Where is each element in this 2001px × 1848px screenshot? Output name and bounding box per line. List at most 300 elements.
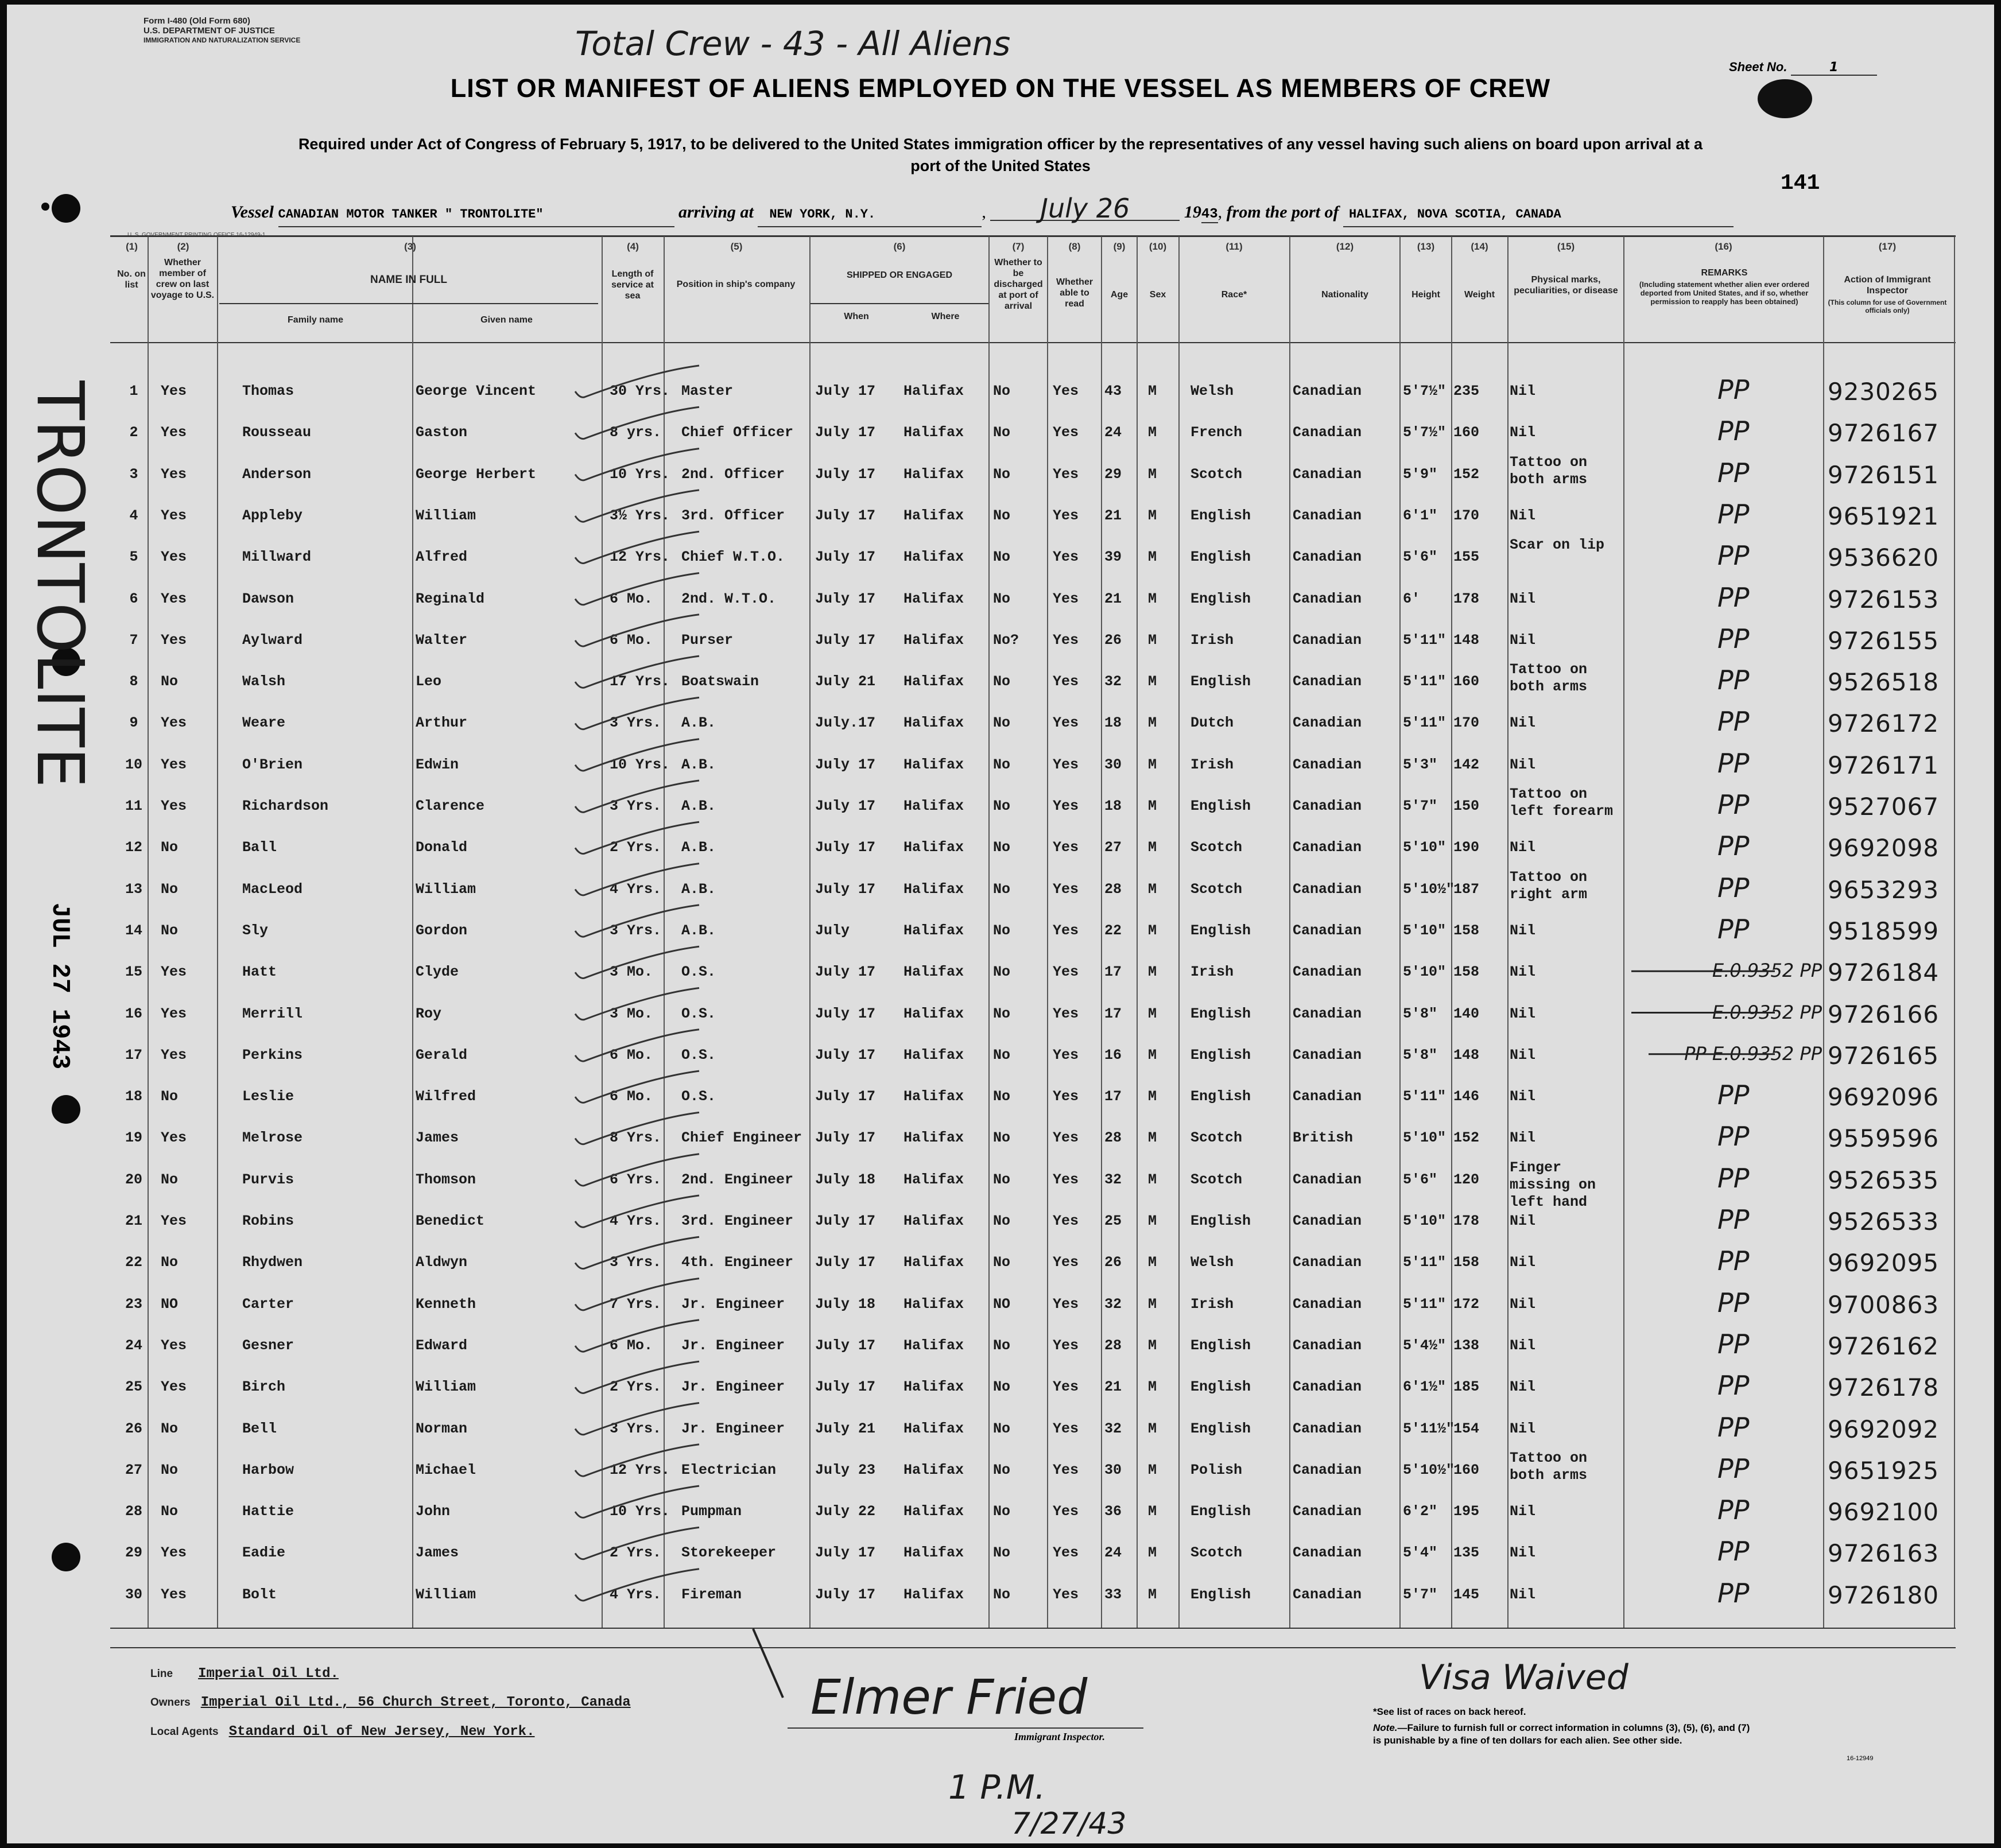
family-name: Walsh (242, 673, 286, 690)
position: O.S. (681, 1088, 716, 1105)
position: Jr. Engineer (681, 1379, 785, 1396)
last-voyage: No (161, 839, 179, 856)
remarks-entry: E.0.9352 PP (1712, 960, 1822, 982)
discharged: No (993, 1129, 1011, 1147)
inspector-action-entry: 9526535 (1828, 1166, 1940, 1194)
col-num: (3) (404, 241, 416, 252)
height: 5'7½" (1403, 424, 1447, 441)
able-to-read: Yes (1053, 507, 1079, 524)
inspector-action-entry: 9726184 (1828, 958, 1940, 987)
shipped-where: Halifax (903, 922, 964, 939)
given-name: Norman (416, 1420, 468, 1437)
age: 22 (1104, 922, 1122, 939)
shipped-when: July 17 (815, 424, 876, 441)
service-length: 2 Yrs. (610, 839, 662, 856)
height: 5'11" (1403, 1088, 1447, 1105)
height: 5'10" (1403, 1213, 1447, 1229)
race: English (1190, 798, 1251, 814)
race: English (1190, 1379, 1251, 1396)
table-row (7, 537, 1994, 591)
weight: 142 (1453, 756, 1480, 773)
age: 43 (1104, 383, 1122, 399)
given-name: Roy (416, 1005, 442, 1022)
age: 30 (1104, 1461, 1122, 1478)
height: 5'10" (1403, 1129, 1447, 1147)
able-to-read: Yes (1053, 383, 1079, 399)
received-date-stamp: JUL 27 1943 (45, 902, 74, 1070)
remarks-entry: PP (1717, 1370, 1750, 1401)
able-to-read: Yes (1053, 1213, 1079, 1229)
table-row (7, 830, 1994, 881)
shipped-where: Halifax (903, 964, 964, 981)
remarks-entry: PP (1717, 540, 1750, 572)
family-name: O'Brien (242, 756, 303, 773)
service-length: 6 Mo. (610, 631, 653, 649)
discharged: No (993, 590, 1011, 607)
position: 4th. Engineer (681, 1254, 794, 1271)
race: Scotch (1190, 1129, 1243, 1147)
last-voyage: Yes (161, 964, 187, 981)
shipped-where: Halifax (903, 1295, 964, 1313)
height: 6'2" (1403, 1503, 1438, 1520)
position: O.S. (681, 1005, 716, 1022)
row-number: 27 (125, 1461, 142, 1478)
remarks-entry: PP (1717, 457, 1750, 488)
shipped-when: July 17 (815, 798, 876, 814)
inspector-action-entry: 9527067 (1828, 793, 1940, 821)
remarks-entry: PP (1717, 1577, 1750, 1609)
nationality: Canadian (1293, 1461, 1362, 1478)
last-voyage: Yes (161, 383, 187, 399)
sex: M (1148, 1503, 1157, 1520)
shipped-when: July 21 (815, 1420, 876, 1437)
race: English (1190, 1586, 1251, 1603)
arrival-date: July 26 (990, 197, 1180, 221)
position: 3rd. Officer (681, 507, 785, 524)
shipped-when: July 22 (815, 1503, 876, 1520)
table-row (7, 1328, 1994, 1379)
weight: 140 (1453, 1005, 1480, 1022)
given-name: John (416, 1503, 451, 1520)
shipped-where: Halifax (903, 1171, 964, 1188)
weight: 148 (1453, 1046, 1480, 1063)
service-length: 2 Yrs. (610, 1544, 662, 1562)
discharged: No (993, 1379, 1011, 1396)
remarks-entry: PP E.0.9352 PP (1684, 1042, 1822, 1065)
row-number: 2 (129, 424, 138, 441)
row-number: 25 (125, 1379, 142, 1396)
discharged: No (993, 1337, 1011, 1354)
sex: M (1148, 631, 1157, 649)
col-header-name: NAME IN FULL (370, 274, 448, 286)
col-header-marks: Physical marks, peculiarities, or disease (1514, 275, 1618, 296)
height: 5'11" (1403, 715, 1447, 732)
sex: M (1148, 383, 1157, 399)
remarks-entry: PP (1717, 498, 1750, 530)
given-name: William (416, 1586, 476, 1603)
nationality: Canadian (1293, 798, 1362, 814)
shipped-where: Halifax (903, 590, 964, 607)
department: U.S. DEPARTMENT OF JUSTICE (144, 26, 275, 36)
table-row (7, 706, 1994, 756)
age: 32 (1104, 1171, 1122, 1188)
position: 2nd. W.T.O. (681, 590, 777, 607)
shipped-when: July 17 (815, 590, 876, 607)
row-number: 29 (125, 1544, 142, 1562)
manifest-sheet (7, 5, 1994, 1843)
race: Scotch (1190, 1544, 1243, 1562)
last-voyage: Yes (161, 465, 187, 483)
discharged: No (993, 1503, 1011, 1520)
discharged: No (993, 549, 1011, 566)
shipped-when: July 17 (815, 1254, 876, 1271)
page-title: LIST OR MANIFEST OF ALIENS EMPLOYED ON THE VESSEL AS MEMBERS OF CREW (450, 73, 1551, 103)
discharged: No (993, 424, 1011, 441)
race: English (1190, 1420, 1251, 1437)
discharged: No (993, 1544, 1011, 1562)
given-name: William (416, 1379, 476, 1396)
able-to-read: Yes (1053, 549, 1079, 566)
shipped-where: Halifax (903, 1420, 964, 1437)
weight: 235 (1453, 383, 1480, 399)
table-row (7, 1577, 1994, 1628)
sex: M (1148, 964, 1157, 981)
shipped-where: Halifax (903, 1129, 964, 1147)
sex: M (1148, 922, 1157, 939)
position: Electrician (681, 1461, 777, 1478)
position: O.S. (681, 964, 716, 981)
last-voyage: No (161, 1088, 179, 1105)
col-header-family-name: Family name (288, 315, 343, 325)
service-length: 10 Yrs. (610, 756, 670, 773)
age: 17 (1104, 1088, 1122, 1105)
col-header-action-note: (This column for use of Government officials only) (1828, 298, 1947, 315)
able-to-read: Yes (1053, 1461, 1079, 1478)
remarks-entry: PP (1717, 830, 1750, 862)
sex: M (1148, 1586, 1157, 1603)
remarks-entry: PP (1717, 1162, 1750, 1194)
service-length: 6 Mo. (610, 1337, 653, 1354)
row-number: 26 (125, 1420, 142, 1437)
sex: M (1148, 424, 1157, 441)
shipped-where: Halifax (903, 880, 964, 898)
age: 21 (1104, 590, 1122, 607)
family-name: Eadie (242, 1544, 286, 1562)
service-length: 3 Yrs. (610, 1254, 662, 1271)
physical-marks: Tattoo on both arms (1510, 453, 1588, 488)
remarks-entry: PP (1717, 374, 1750, 405)
able-to-read: Yes (1053, 424, 1079, 441)
shipped-where: Halifax (903, 1379, 964, 1396)
age: 39 (1104, 549, 1122, 566)
weight: 150 (1453, 798, 1480, 814)
visa-waived-note: Visa Waived (1419, 1657, 1628, 1698)
weight: 135 (1453, 1544, 1480, 1562)
vessel-name-handwritten: TRONTOLITE (22, 381, 97, 788)
shipped-when: July 17 (815, 1337, 876, 1354)
remarks-entry: PP (1717, 581, 1750, 613)
service-length: 10 Yrs. (610, 1503, 670, 1520)
height: 5'10½" (1403, 880, 1455, 898)
shipped-where: Halifax (903, 798, 964, 814)
inspector-label: Immigrant Inspector. (1014, 1731, 1106, 1742)
service-length: 3 Yrs. (610, 715, 662, 732)
family-name: Anderson (242, 465, 312, 483)
row-number: 8 (129, 673, 138, 690)
height: 5'11" (1403, 1295, 1447, 1313)
age: 26 (1104, 1254, 1122, 1271)
inspector-action-entry: 9692095 (1828, 1249, 1940, 1278)
last-voyage: No (161, 1254, 179, 1271)
shipped-where: Halifax (903, 839, 964, 856)
inspector-action-entry: 9700863 (1828, 1290, 1940, 1319)
race: English (1190, 673, 1251, 690)
remarks-entry: PP (1717, 416, 1750, 447)
remarks-entry: PP (1717, 1328, 1750, 1360)
position: Jr. Engineer (681, 1337, 785, 1354)
col-num: (17) (1878, 241, 1897, 252)
age: 32 (1104, 1420, 1122, 1437)
col-num: (14) (1471, 241, 1488, 252)
col-header-service: Length of service at sea (611, 269, 654, 301)
discharged: No (993, 1046, 1011, 1063)
row-number: 17 (125, 1046, 142, 1063)
row-number: 3 (129, 465, 138, 483)
row-number: 20 (125, 1171, 142, 1188)
col-header-height: Height (1411, 290, 1440, 300)
shipped-when: July 18 (815, 1171, 876, 1188)
row-number: 24 (125, 1337, 142, 1354)
nationality: Canadian (1293, 590, 1362, 607)
able-to-read: Yes (1053, 1586, 1079, 1603)
physical-marks: Finger missing on left hand (1510, 1159, 1596, 1210)
age: 27 (1104, 839, 1122, 856)
inspector-signature: Elmer Fried (811, 1669, 1088, 1725)
col-header-nationality: Nationality (1321, 290, 1368, 300)
given-name: George Vincent (416, 383, 537, 399)
inspector-action-entry: 9536620 (1828, 543, 1940, 572)
family-name: Richardson (242, 798, 329, 814)
col-num: (10) (1149, 241, 1167, 252)
discharged: No (993, 756, 1011, 773)
able-to-read: Yes (1053, 922, 1079, 939)
position: 3rd. Engineer (681, 1213, 794, 1229)
physical-marks: Nil (1510, 1254, 1536, 1271)
shipped-when: July 17 (815, 1586, 876, 1603)
given-name: Edward (416, 1337, 468, 1354)
shipped-when: July 17 (815, 1129, 876, 1147)
position: Chief W.T.O. (681, 549, 785, 566)
shipped-when: July 21 (815, 673, 876, 690)
service: IMMIGRATION AND NATURALIZATION SERVICE (144, 36, 301, 44)
age: 24 (1104, 424, 1122, 441)
given-name: Leo (416, 673, 442, 690)
service-length: 6 Yrs. (610, 1171, 662, 1188)
shipped-where: Halifax (903, 465, 964, 483)
agents-value: Standard Oil of New Jersey, New York. (228, 1724, 535, 1740)
race: English (1190, 1213, 1251, 1229)
shipped-where: Halifax (903, 424, 964, 441)
weight: 120 (1453, 1171, 1480, 1188)
last-voyage: No (161, 880, 179, 898)
given-name: George Herbert (416, 465, 537, 483)
remarks-entry: PP (1717, 747, 1750, 779)
service-length: 4 Yrs. (610, 1213, 662, 1229)
physical-marks: Nil (1510, 590, 1536, 607)
last-voyage: Yes (161, 631, 187, 649)
physical-marks: Nil (1510, 631, 1536, 649)
last-voyage: Yes (161, 756, 187, 773)
remarks-entry: PP (1717, 1536, 1750, 1567)
form-number: Form I-480 (Old Form 680) (144, 16, 250, 26)
nationality: Canadian (1293, 465, 1362, 483)
service-length: 3 Yrs. (610, 922, 662, 939)
shipped-where: Halifax (903, 383, 964, 399)
weight: 178 (1453, 590, 1480, 607)
table-row (7, 453, 1994, 508)
table-row (7, 1411, 1994, 1462)
able-to-read: Yes (1053, 1544, 1079, 1562)
weight: 172 (1453, 1295, 1480, 1313)
age: 17 (1104, 1005, 1122, 1022)
service-length: 7 Yrs. (610, 1295, 662, 1313)
col-header-where: Where (931, 312, 960, 321)
height: 5'3" (1403, 756, 1438, 773)
position: Jr. Engineer (681, 1295, 785, 1313)
row-number: 13 (125, 880, 142, 898)
nationality: Canadian (1293, 756, 1362, 773)
family-name: Purvis (242, 1171, 294, 1188)
height: 5'11" (1403, 631, 1447, 649)
nationality: Canadian (1293, 1544, 1362, 1562)
last-voyage: No (161, 1503, 179, 1520)
nationality: Canadian (1293, 1254, 1362, 1271)
row-number: 14 (125, 922, 142, 939)
remarks-entry: PP (1717, 1080, 1750, 1111)
col-header-discharged: Whether to be discharged at port of arrival (994, 258, 1043, 311)
weight: 187 (1453, 880, 1480, 898)
last-voyage: No (161, 922, 179, 939)
position: Chief Officer (681, 424, 794, 441)
able-to-read: Yes (1053, 798, 1079, 814)
position: Boatswain (681, 673, 759, 690)
row-number: 22 (125, 1254, 142, 1271)
physical-marks: Nil (1510, 1337, 1536, 1354)
weight: 154 (1453, 1420, 1480, 1437)
height: 5'4" (1403, 1544, 1438, 1562)
last-voyage: Yes (161, 424, 187, 441)
inspector-action-entry: 9559596 (1828, 1124, 1940, 1153)
physical-marks: Nil (1510, 756, 1536, 773)
table-row (7, 1245, 1994, 1296)
last-voyage: Yes (161, 1586, 187, 1603)
race: Dutch (1190, 715, 1234, 732)
able-to-read: Yes (1053, 839, 1079, 856)
page-number: 141 (1781, 171, 1820, 196)
remarks-entry: PP (1717, 665, 1750, 696)
physical-marks: Tattoo on right arm (1510, 868, 1588, 903)
discharged: NO (993, 1295, 1011, 1313)
age: 18 (1104, 715, 1122, 732)
col-header-race: Race* (1221, 290, 1247, 300)
sex: M (1148, 1005, 1157, 1022)
able-to-read: Yes (1053, 1254, 1079, 1271)
col-num: (11) (1226, 241, 1243, 252)
nationality: Canadian (1293, 839, 1362, 856)
physical-marks: Tattoo on both arms (1510, 1449, 1588, 1484)
sex: M (1148, 1379, 1157, 1396)
sex: M (1148, 1213, 1157, 1229)
col-num: (2) (177, 241, 189, 252)
family-name: Thomas (242, 383, 294, 399)
shipped-where: Halifax (903, 715, 964, 732)
position: Pumpman (681, 1503, 742, 1520)
shipped-where: Halifax (903, 1544, 964, 1562)
able-to-read: Yes (1053, 1088, 1079, 1105)
race: Polish (1190, 1461, 1243, 1478)
service-length: 30 Yrs. (610, 383, 670, 399)
header-subrule (811, 303, 988, 304)
service-length: 6 Mo. (610, 590, 653, 607)
penalty-note: Note.—Failure to furnish full or correct information in columns (3), (5), (6), and (7) is punishable by a fine of ten dollars for each alien. See other side. (1373, 1722, 1750, 1746)
nationality: Canadian (1293, 1088, 1362, 1105)
shipped-when: July 17 (815, 1088, 876, 1105)
shipped-where: Halifax (903, 507, 964, 524)
race-footnote: *See list of races on back hereof. (1373, 1706, 1526, 1717)
given-name: Alfred (416, 549, 468, 566)
inspector-action-entry: 9726151 (1828, 460, 1940, 489)
sex: M (1148, 839, 1157, 856)
nationality: Canadian (1293, 1337, 1362, 1354)
nationality: Canadian (1293, 715, 1362, 732)
service-length: 6 Mo. (610, 1046, 653, 1063)
physical-marks: Tattoo on left forearm (1510, 786, 1614, 820)
table-row (7, 747, 1994, 798)
nationality: Canadian (1293, 1420, 1362, 1437)
last-voyage: Yes (161, 1129, 187, 1147)
inspector-action-entry: 9726167 (1828, 419, 1940, 448)
weight: 178 (1453, 1213, 1480, 1229)
shipped-where: Halifax (903, 1337, 964, 1354)
weight: 152 (1453, 465, 1480, 483)
position: A.B. (681, 798, 716, 814)
weight: 145 (1453, 1586, 1480, 1603)
family-name: Birch (242, 1379, 286, 1396)
service-length: 3½ Yrs. (610, 507, 670, 524)
physical-marks: Nil (1510, 715, 1536, 732)
col-header-weight: Weight (1464, 290, 1495, 300)
vessel-line: Vessel CANADIAN MOTOR TANKER " TRONTOLITE" arriving at NEW YORK, N.Y. , July 26 1943, from the port of HALIFAX, NOVA SCOTIA, CANADA (231, 197, 1734, 227)
service-length: 2 Yrs. (610, 1379, 662, 1396)
race: English (1190, 549, 1251, 566)
age: 29 (1104, 465, 1122, 483)
owners-value: Imperial Oil Ltd., 56 Church Street, Toronto, Canada (200, 1695, 631, 1710)
physical-marks: Nil (1510, 383, 1536, 399)
family-name: Dawson (242, 590, 294, 607)
discharged: No (993, 673, 1011, 690)
race: Scotch (1190, 1171, 1243, 1188)
row-number: 4 (129, 507, 138, 524)
service-length: 12 Yrs. (610, 1461, 670, 1478)
able-to-read: Yes (1053, 1337, 1079, 1354)
given-name: Michael (416, 1461, 476, 1478)
table-row (7, 1536, 1994, 1586)
race: French (1190, 424, 1243, 441)
height: 5'10" (1403, 964, 1447, 981)
race: English (1190, 507, 1251, 524)
binder-hole (52, 194, 80, 223)
service-length: 10 Yrs. (610, 465, 670, 483)
